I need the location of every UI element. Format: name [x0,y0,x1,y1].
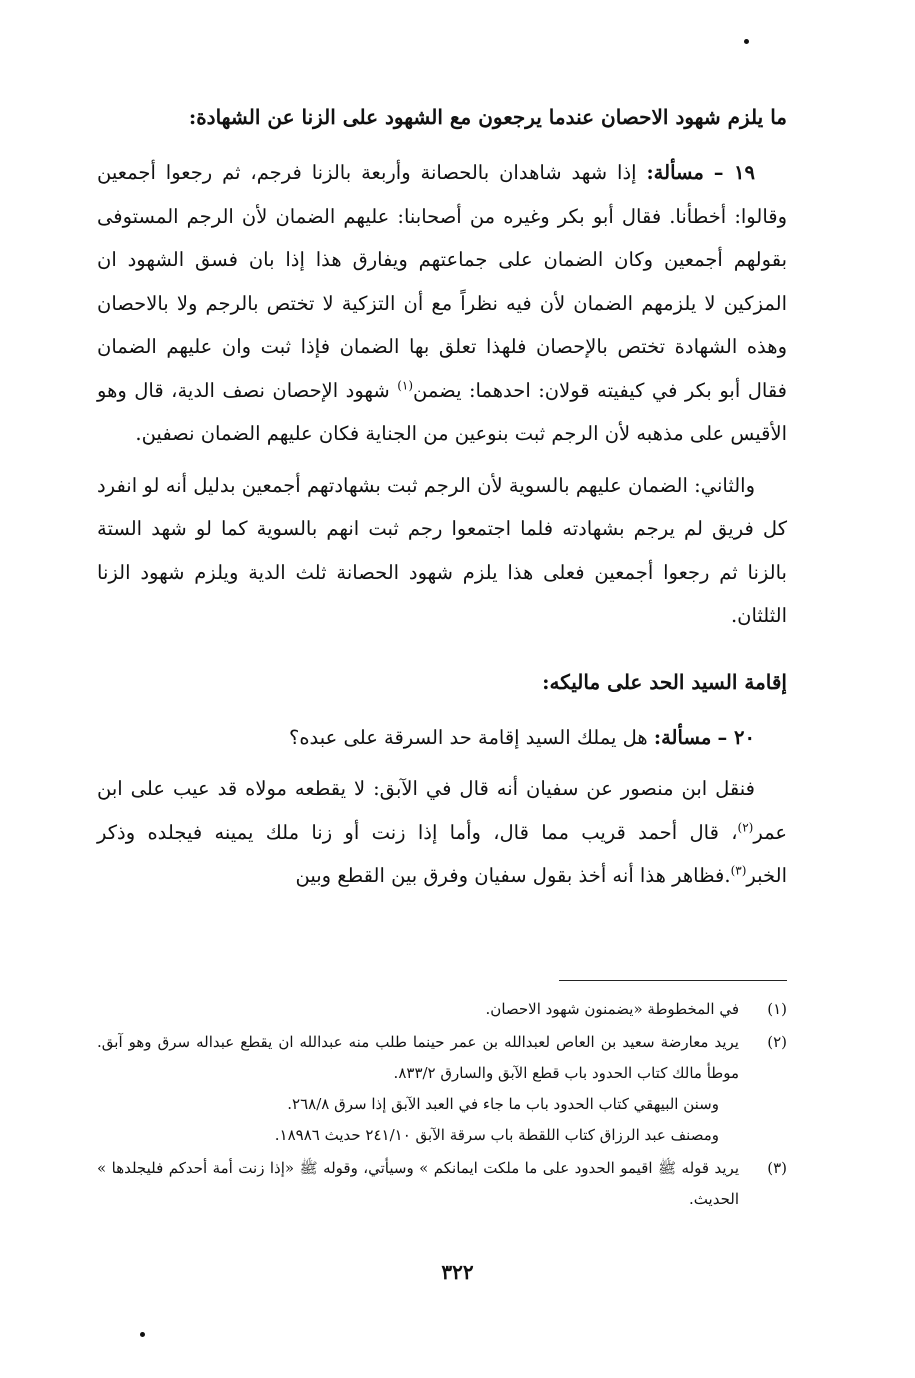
ink-speck [140,1332,145,1337]
second-opinion-paragraph: والثاني: الضمان عليهم بالسوية لأن الرجم ثبت بشهادتهم أجمعين بدليل أنه لو انفرد كل فريق لم يرجم بشهادته فلما اجتمعوا رجم ثبت انهم بالسوية كما لو شهد الستة بالزنا ثم رجعوا أجمعين فعلى هذا يلزم شهود الحصانة ثلث الدية ويلزم شهود الزنا الثلثان. [97,473,787,627]
footnote-line: ومصنف عبد الرزاق كتاب اللقطة باب سرقة الآبق ٢٤١/١٠ حديث ١٨٩٨٦. [274,1126,719,1144]
issue-19-text-a: إذا شهد شاهدان بالحصانة وأربعة بالزنا فرجم، ثم رجعوا أجمعين وقالوا: أخطأنا. فقال أبو بكر وغيره من أصحابنا: عليهم الضمان لأن الرجم المستوفى بقولهم أجمعين وكان الضمان على جماعتهم ويفارق هذا إذا بان فسق الشهود ان المزكين لا يلزمهم الضمان لأن فيه نظراً مع أن التزكية لا تختص بالرجم ولا بالاحصان وهذه الشهادة تختص بالإحصان فلهذا تعلق بها الضمان فإذا ثبت وان عليهم الضمان فقال أبو بكر في كيفيته قولان: احدهما: يضمن [97,161,788,402]
issue-19-number: ١٩ – [713,161,755,184]
issue-20-number: ٢٠ – [717,725,755,749]
page-number: ٣٢٢ [441,1260,474,1284]
footnote-number: (٢) [767,1033,787,1051]
transmission-text-b: ، قال أحمد قريب مما قال، وأما إذا زنت أو زنا ملك يمينه فيجلده وذكر الخبر [97,820,787,887]
section-heading-witnesses: ما يلزم شهود الاحصان عندما يرجعون مع الشهود على الزنا عن الشهادة: [188,105,787,129]
footnote-ref-3[interactable]: (٣) [730,863,747,878]
main-text [97,95,787,898]
footnote-2 [97,1027,787,1151]
footnote-number: (٣) [767,1159,787,1177]
footnote-number: (١) [767,1000,787,1018]
transmission-text-a: فنقل ابن منصور عن سفيان أنه قال في الآبق: لا يقطعه مولاه قد عيب على ابن عمر [97,777,787,844]
section-heading-master: إقامة السيد الحد على ماليكه: [542,669,787,694]
issue-19-label: مسألة: [646,161,704,184]
transmission-paragraph [97,767,787,898]
footnote-line: في المخطوطة «يضمنون شهود الاحصان. [485,1000,739,1018]
issue-19-text-b: شهود الإحصان نصف الدية، قال وهو الأقيس على مذهبه لأن الرجم ثبت بنوعين من الجناية فكان عليهم الضمان نصفين. [97,378,787,445]
footnote-body [97,1153,739,1215]
footnote-ref-1[interactable]: (١) [397,378,414,392]
footnotes [97,994,787,1217]
issue-20-label: مسألة: [653,725,712,749]
footnote-body [97,994,739,1025]
transmission-text-c: .فظاهر هذا أنه أخذ بقول سفيان وفرق بين القطع وبين [295,864,731,887]
issue-20-paragraph [97,716,787,760]
footnote-3 [97,1153,787,1215]
footnote-line: يريد قوله ﷺ اقيمو الحدود على ما ملكت ايمانكم » وسيأتي، وقوله ﷺ «إذا زنت أمة أحدكم فليجلدها » الحديث. [97,1159,739,1208]
footnote-body [97,1027,739,1151]
footnote-divider [559,980,787,981]
footnote-line: يريد معارضة سعيد بن العاص لعبدالله بن عمر حينما طلب منه عبدالله ان يقطع عبداله سرق وهو آبق. موطأ مالك كتاب الحدود باب قطع الآبق والسارق ٨٣٣/٢. [97,1033,739,1082]
issue-20-text: هل يملك السيد إقامة حد السرقة على عبده؟ [288,725,648,749]
footnote-1 [97,994,787,1025]
issue-19-paragraph [97,151,787,456]
footnote-ref-2[interactable]: (٢) [737,820,754,834]
footnote-line: وسنن البيهقي كتاب الحدود باب ما جاء في العبد الآبق إذا سرق ٢٦٨/٨. [287,1095,719,1113]
ink-speck [744,39,749,44]
